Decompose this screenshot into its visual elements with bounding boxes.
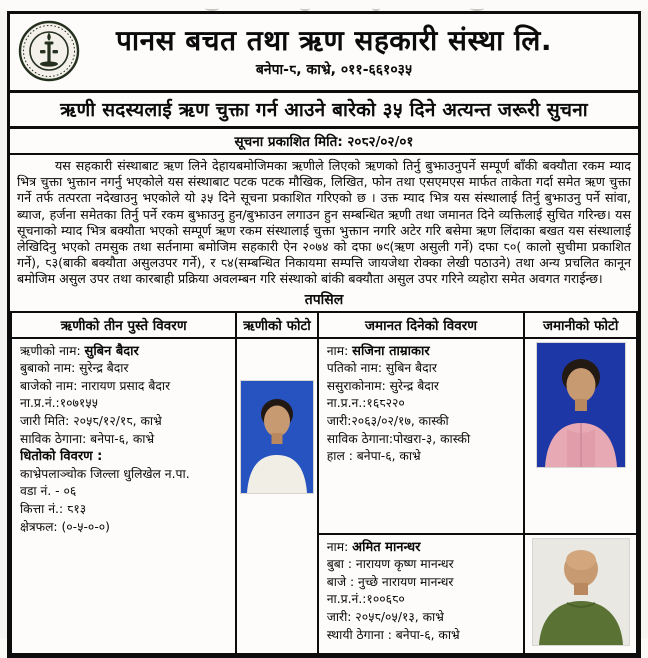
- guarantor2-name: अमित मानन्धर: [352, 539, 421, 555]
- collateral-area: क्षेत्रफल: (०-५-०-०): [20, 519, 110, 534]
- guarantor1-photo-cell: [524, 338, 637, 534]
- borrower-photo: [241, 381, 313, 493]
- col-header-guarantor-details: जमानत दिनेको विवरण: [318, 312, 525, 338]
- guarantor1-citizenship-issued: जारी:२०६३/०२/१७, कास्की: [326, 414, 449, 428]
- collateral-plot-no: कित्ता नं.: ८१३: [20, 501, 87, 516]
- collateral-district: काभ्रेपलाञ्चोक जिल्ला धुलिखेल न.पा.: [20, 466, 190, 481]
- borrower-citizenship-no: ना.प्र.नं.:१०७१५५: [20, 396, 99, 411]
- collateral-heading: धितोको विवरण :: [20, 449, 103, 465]
- page-top-remnant: [0, 0, 648, 11]
- guarantor2-details-cell: [318, 534, 525, 654]
- guarantor1-name-label: नाम:: [326, 343, 353, 358]
- guarantor1-former-address: साविक ठेगाना:पोखरा-३, कास्की: [326, 431, 471, 446]
- table-header-row: [11, 312, 637, 338]
- notice-paragraph: यस सहकारी संस्थाबाट ऋण लिने देहायबमोजिमका ऋणीले लिएको ऋणको तिर्नु बुझाउनुपर्ने सम्पूर्ण बाँकी बक्यौता रकम म्याद भित्र चुक्ता भुक्तान नगर्नु भएकोले यस संस्थाबाट पटक पटक मौखिक, लिखित, फोन तथा एसएमएस मार्फत ताकेता गर्दा समेत ऋण चुक्ता गर्ने तर्फ तत्परता नदेखाउनु भएकोले यो ३५ दिने सूचना प्रकाशित गरिएको छ । उक्त म्याद भित्र यस संस्थालाई तिर्नु बुझाउनु पर्ने सांवा, ब्याज, हर्जना समेतका तिर्नु पर्ने रकम बुझाउनु हुन/बुझाउन लगाउन हुन सम्बन्धित ऋणी तथा जमानत दिने व्यक्तिलाई सुचित गरिन्छ। यस सूचनाको म्याद भित्र बक्यौता भएको सम्पूर्ण ऋण रकम संस्थालाई चुक्ता भुक्तान नगरि अटेर गरि बसेमा ऋण लिंदाका बखत यस संस्थालाई लेखिदिनु भएको तमसुक तथा सर्तनामा बमोजिम सहकारी ऐन २०७४ को दफा ७९(ऋण असुली गर्ने) दफा ८०( कालो सुचीमा प्रकाशित गर्ने), ८३(बाकी बक्यौता असुलउपर गर्ने), र ८४(सम्बन्धित निकायमा सम्पत्ति जायजेथा रोक्का लेखी पठाउने) तथा अन्य प्रचलित कानून बमोजिम असुल उपर तथा कारबाही प्रक्रिया अवलम्बन गरि संस्थाको बांकी बक्यौता असुल उपर गरिने व्यहोरा समेत अवगत गराईन्छ।: [17, 158, 631, 287]
- guarantor1-husband: पतिको नाम: सुबिन बैदार: [326, 361, 437, 376]
- notice-body-box: [7, 129, 641, 658]
- org-name: पानस बचत तथा ऋण सहकारी संस्था लि.: [115, 23, 553, 57]
- notice-headline: ऋणी सदस्यलाई ऋण चुक्ता गर्न आउने बारेको ३५ दिने अत्यन्त जरूरी सुचना: [7, 93, 641, 129]
- borrower-name-label: ऋणीको नाम:: [20, 343, 85, 358]
- guarantor2-photo-cell: [524, 534, 637, 654]
- guarantor2-grandfather: बाजे : नुच्छे नारायण मानन्धर: [326, 574, 454, 589]
- guarantor1-photo: [537, 343, 625, 467]
- table-row: [11, 338, 637, 534]
- guarantor1-father-in-law: ससुराकोनाम: सुरेन्द्र बैदार: [326, 378, 439, 393]
- borrower-photo-cell: [236, 338, 317, 654]
- guarantor1-details-cell: [318, 338, 525, 534]
- guarantor2-permanent-address: स्थायी ठेगाना : बनेपा-६, काभ्रे: [326, 627, 460, 642]
- published-date: सूचना प्रकाशित मिति: २०८२/०२/०१: [10, 129, 638, 155]
- guarantor1-citizenship-no: ना.प्र.न.:१६८२२०: [326, 396, 405, 411]
- col-header-guarantor-photo: जमानीको फोटो: [524, 312, 637, 338]
- borrower-address: साविक ठेगाना: बनेपा-६, काभ्रे: [20, 431, 155, 446]
- col-header-borrower-details: ऋणीको तीन पुस्ते विवरण: [11, 312, 236, 338]
- guarantor2-citizenship-issued: जारी: २०५८/०५/१३, काभ्रे: [326, 610, 444, 624]
- guarantor2-photo: [533, 539, 629, 645]
- guarantor1-name: सजिना ताम्राकार: [352, 343, 430, 359]
- borrower-details-cell: [11, 338, 236, 654]
- borrower-grandfather: बाजेको नाम: नारायण प्रसाद बैदार: [20, 378, 171, 393]
- letterhead: [7, 11, 641, 93]
- section-heading-tapasil: तपसिल: [304, 291, 344, 308]
- borrower-name: सुबिन बैदार: [84, 343, 139, 359]
- cooperative-seal-logo: [18, 20, 80, 82]
- col-header-borrower-photo: ऋणीको फोटो: [236, 312, 317, 338]
- collateral-ward: वडा नं. - ०६: [20, 484, 77, 499]
- guarantor2-father: बुबा : नारायण कृष्ण मानन्धर: [326, 557, 454, 572]
- guarantor2-name-label: नाम:: [326, 539, 353, 554]
- debtor-guarantor-table: [10, 311, 638, 655]
- guarantor1-current-address: हाल : बनेपा-६, काभ्रे: [326, 449, 421, 464]
- guarantor2-citizenship-no: ना.प्र.नं.:१००६८०: [326, 592, 405, 607]
- borrower-citizenship-issued: जारी मिति: २०५८/१२/१८, काभ्रे: [20, 414, 162, 428]
- borrower-father: बुबाको नाम: सुरेन्द्र बैदार: [20, 361, 129, 376]
- org-address: बनेपा-८, काभ्रे, ०११-६६१०३५: [255, 61, 413, 78]
